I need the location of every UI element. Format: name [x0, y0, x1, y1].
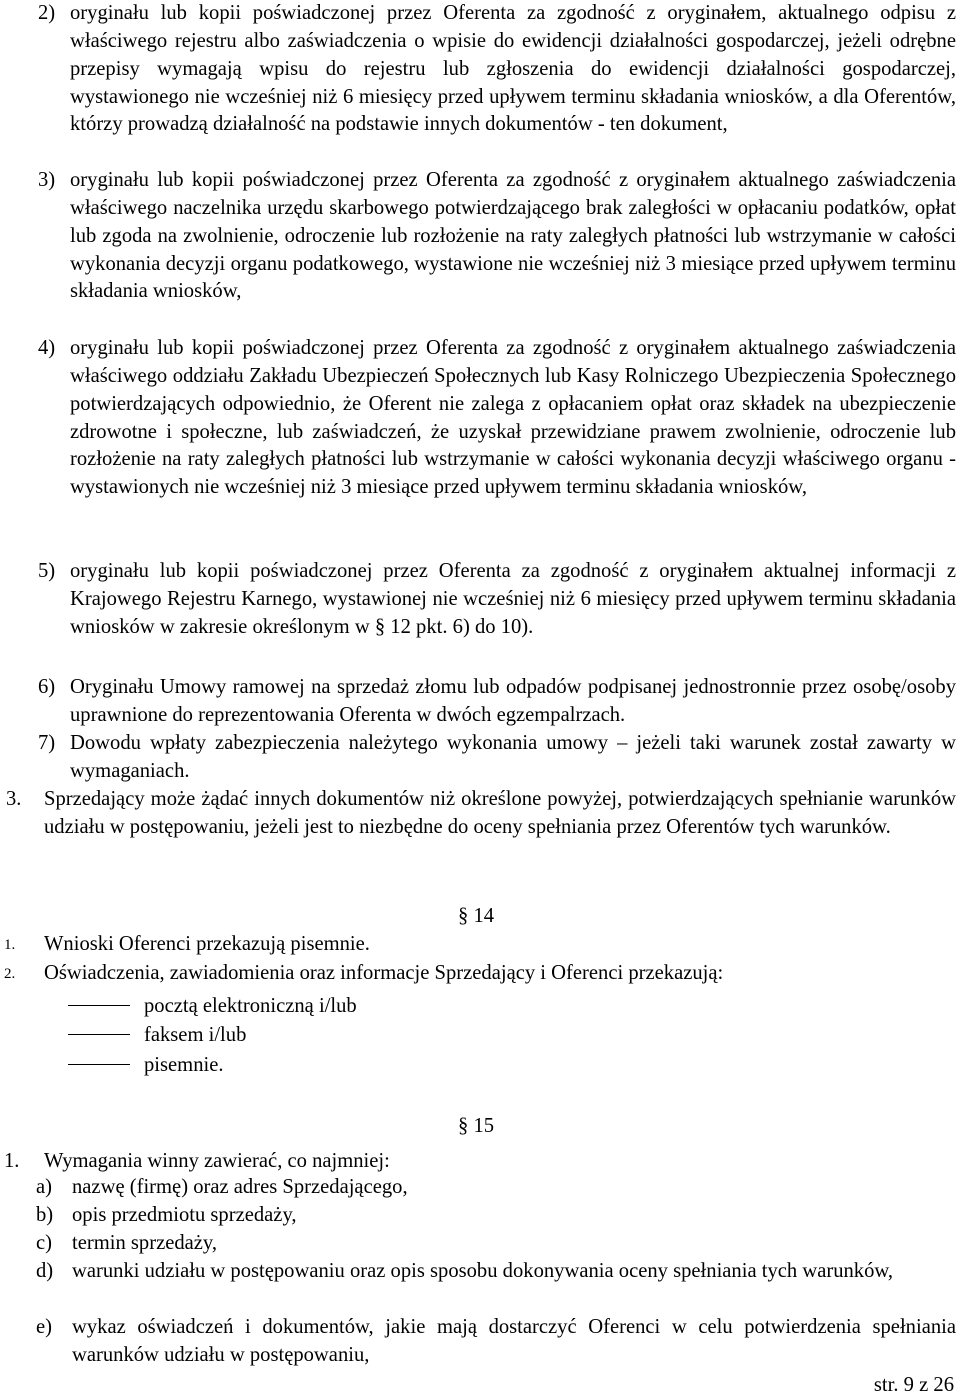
list-item: oryginału lub kopii poświadczonej przez Oferenta za zgodność z oryginałem aktualnego zaświadczenia właściwego oddziału Zakładu Ubezpieczeń Społecznych lub Kasy Rolniczego Ubezpieczenia Społecznego potwierdzających odpowiednio, że Oferent nie zalega z opłacaniem opłat oraz składek na ubezpieczenie zdrowotne i społeczne, lub zaświadczeń, że uzyskał przewidziane prawem zwolnienie, odroczenie lub rozłożenie na raty zaległych płatności lub wstrzymanie w całości wykonania decyzji właściwego organu - wystawionych nie wcześniej niż 3 miesiące przed upływem terminu składania wniosków,: [70, 337, 956, 499]
dash-item-text: pocztą elektroniczną i/lub: [144, 995, 357, 1017]
dash-bullet: [68, 1005, 130, 1006]
letter-number: a): [36, 1176, 52, 1198]
dash-list-item: [68, 1021, 246, 1049]
dash-bullet: [68, 1064, 130, 1065]
letter-item: opis przedmiotu sprzedaży,: [72, 1204, 297, 1226]
letter-number: c): [36, 1232, 52, 1254]
list-item: oryginału lub kopii poświadczonej przez Oferenta za zgodność z oryginałem aktualnego zaświadczenia właściwego naczelnika urzędu skarbowego potwierdzającego brak zaległości w opłacaniu podatków, opłat lub zgoda na zwolnienie, odroczenie lub rozłożenie na raty zaległych płatności lub wstrzymanie w całości wykonania decyzji organu podatkowego, wystawione nie wcześniej niż 3 miesiące przed upływem terminu składania wniosków,: [70, 169, 956, 303]
paragraph-number: 1.: [4, 1150, 20, 1172]
list-number: 5): [38, 560, 56, 582]
list-number: 6): [38, 676, 56, 698]
section-heading: § 14: [458, 905, 495, 927]
list-number: 4): [38, 337, 56, 359]
letter-item: wykaz oświadczeń i dokumentów, jakie mają dostarczyć Oferenci w celu potwierdzenia spełniania warunków udziału w postępowaniu,: [72, 1316, 956, 1366]
letter-number: d): [36, 1260, 54, 1282]
list-item: Dowodu wpłaty zabezpieczenia należytego wykonania umowy – jeżeli taki warunek został zawarty w wymaganiach.: [70, 732, 956, 782]
letter-item: nazwę (firmę) oraz adres Sprzedającego,: [72, 1176, 408, 1198]
page-number: str. 9 z 26: [873, 1374, 954, 1396]
paragraph-text: Wymagania winny zawierać, co najmniej:: [44, 1150, 390, 1172]
list-item: oryginału lub kopii poświadczonej przez Oferenta za zgodność z oryginałem aktualnej informacji z Krajowego Rejestru Karnego, wystawionej nie wcześniej niż 6 miesięcy przed upływem terminu składania wniosków w zakresie określonym w § 12 pkt. 6) do 10).: [70, 560, 956, 638]
list-item: oryginału lub kopii poświadczonej przez Oferenta za zgodność z oryginałem, aktualnego odpisu z właściwego rejestru albo zaświadczenia o wpisie do ewidencji działalności gospodarczej, jeżeli odrębne przepisy wymagają wpisu do rejestru lub zgłoszenia do ewidencji działalności gospodarczej, wystawionego nie wcześniej niż 6 miesięcy przed upływem terminu składania wniosków, a dla Oferentów, którzy prowadzą działalność na podstawie innych dokumentów - ten dokument,: [70, 2, 956, 136]
paragraph-text: Wnioski Oferenci przekazują pisemnie.: [44, 933, 370, 955]
dash-list-item: [68, 992, 357, 1020]
dash-bullet: [68, 1034, 130, 1035]
letter-number: e): [36, 1316, 52, 1338]
list-number: 3): [38, 169, 56, 191]
letter-item: termin sprzedaży,: [72, 1232, 218, 1254]
dash-item-text: faksem i/lub: [144, 1024, 247, 1046]
section-heading: § 15: [458, 1115, 495, 1137]
paragraph-number: 3.: [6, 788, 22, 810]
paragraph-number: 1.: [4, 937, 16, 953]
letter-number: b): [36, 1204, 54, 1226]
dash-list-item: [68, 1051, 224, 1079]
dash-item-text: pisemnie.: [144, 1054, 224, 1076]
letter-item: warunki udziału w postępowaniu oraz opis sposobu dokonywania oceny spełniania tych warunków,: [72, 1260, 894, 1282]
paragraph-text: Sprzedający może żądać innych dokumentów niż określone powyżej, potwierdzających spełnianie warunków udziału w postępowaniu, jeżeli jest to niezbędne do oceny spełniania przez Oferentów tych warunków.: [44, 788, 956, 838]
list-number: 7): [38, 732, 56, 754]
list-number: 2): [38, 2, 56, 24]
paragraph-number: 2.: [4, 966, 16, 982]
list-item: Oryginału Umowy ramowej na sprzedaż złomu lub odpadów podpisanej jednostronnie przez osobę/osoby uprawnione do reprezentowania Oferenta w dwóch egzempalrzach.: [70, 676, 956, 726]
paragraph-text: Oświadczenia, zawiadomienia oraz informacje Sprzedający i Oferenci przekazują:: [44, 962, 724, 984]
